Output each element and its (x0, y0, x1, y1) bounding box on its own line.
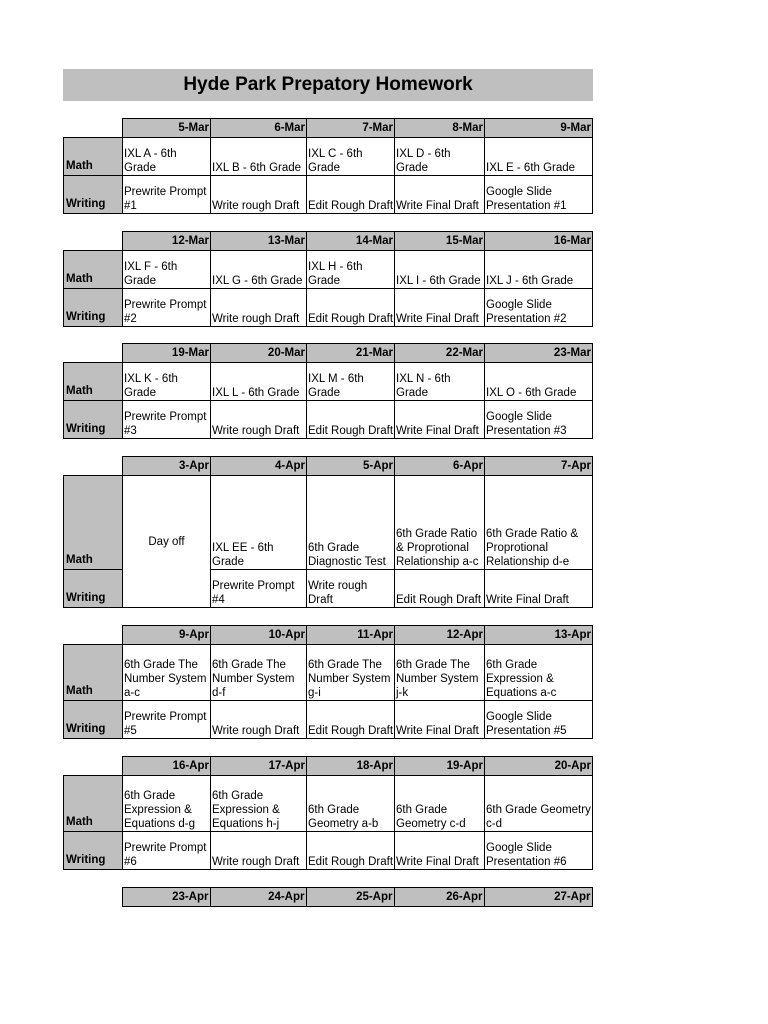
math-cell: 6th Grade Geometry c-d (485, 776, 593, 832)
date-header: 27-Apr (484, 888, 592, 907)
math-cell: 6th Grade Geometry a-b (307, 776, 395, 832)
math-cell: 6th Grade Expression & Equations a-c (485, 645, 593, 701)
writing-cell: Edit Rough Draft (395, 570, 485, 608)
writing-cell: Google Slide Presentation #5 (485, 701, 593, 739)
math-cell: IXL L - 6th Grade (211, 363, 307, 401)
row-label-math: Math (64, 476, 123, 570)
math-cell: 6th Grade Ratio & Proprotional Relationship d-e (485, 476, 593, 570)
math-cell: 6th Grade Expression & Equations d-g (123, 776, 211, 832)
math-cell: 6th Grade Diagnostic Test (307, 476, 395, 570)
date-header: 26-Apr (394, 888, 484, 907)
row-label-writing: Writing (64, 570, 123, 608)
week-table-2 (63, 231, 593, 327)
math-cell: IXL E - 6th Grade (485, 138, 593, 176)
math-cell: IXL B - 6th Grade (211, 138, 307, 176)
writing-cell: Write rough Draft (211, 832, 307, 870)
writing-cell: Write rough Draft (211, 401, 307, 439)
math-cell: IXL C - 6th Grade (307, 138, 395, 176)
writing-cell: Prewrite Prompt #1 (123, 176, 211, 214)
writing-cell: Edit Rough Draft (307, 401, 395, 439)
math-cell: 6th Grade Geometry c-d (395, 776, 485, 832)
math-cell: IXL J - 6th Grade (485, 251, 593, 289)
row-label-math: Math (64, 251, 123, 289)
writing-cell: Google Slide Presentation #1 (485, 176, 593, 214)
blank-corner (64, 232, 123, 251)
writing-cell: Write Final Draft (395, 401, 485, 439)
blank-corner (64, 757, 123, 776)
writing-cell: Prewrite Prompt #5 (123, 701, 211, 739)
row-label-math: Math (64, 776, 123, 832)
date-header: 4-Apr (211, 457, 307, 476)
date-header: 19-Apr (395, 757, 485, 776)
row-label-math: Math (64, 645, 123, 701)
row-label-writing: Writing (64, 289, 123, 327)
date-header: 16-Apr (123, 757, 211, 776)
writing-cell: Edit Rough Draft (307, 176, 395, 214)
date-header: 21-Mar (307, 344, 395, 363)
row-label-math: Math (64, 138, 123, 176)
blank-corner (64, 626, 123, 645)
date-header: 12-Mar (123, 232, 211, 251)
week-table-7 (63, 887, 593, 907)
writing-cell: Write Final Draft (395, 289, 485, 327)
date-header: 13-Apr (485, 626, 593, 645)
math-cell: IXL K - 6th Grade (123, 363, 211, 401)
row-label-writing: Writing (64, 176, 123, 214)
date-header: 12-Apr (395, 626, 485, 645)
writing-cell: Edit Rough Draft (307, 289, 395, 327)
day-off-cell: Day off (123, 476, 211, 608)
writing-cell: Edit Rough Draft (307, 832, 395, 870)
date-header: 20-Apr (485, 757, 593, 776)
math-cell: IXL D - 6th Grade (395, 138, 485, 176)
writing-cell: Write Final Draft (395, 176, 485, 214)
page-title: Hyde Park Prepatory Homework (63, 69, 593, 101)
math-cell: IXL N - 6th Grade (395, 363, 485, 401)
row-label-writing: Writing (64, 701, 123, 739)
math-cell: IXL O - 6th Grade (485, 363, 593, 401)
writing-cell: Edit Rough Draft (307, 701, 395, 739)
math-cell: 6th Grade The Number System a-c (123, 645, 211, 701)
date-header: 9-Apr (123, 626, 211, 645)
date-header: 6-Mar (211, 119, 307, 138)
date-header: 5-Mar (123, 119, 211, 138)
date-header: 14-Mar (307, 232, 395, 251)
math-cell: 6th Grade The Number System g-i (307, 645, 395, 701)
date-header: 8-Mar (395, 119, 485, 138)
date-header: 7-Apr (485, 457, 593, 476)
date-header: 6-Apr (395, 457, 485, 476)
math-cell: IXL M - 6th Grade (307, 363, 395, 401)
date-header: 10-Apr (211, 626, 307, 645)
date-header: 16-Mar (485, 232, 593, 251)
date-header: 5-Apr (307, 457, 395, 476)
math-cell: 6th Grade Ratio & Proprotional Relationship a-c (395, 476, 485, 570)
writing-cell: Google Slide Presentation #2 (485, 289, 593, 327)
writing-cell: Prewrite Prompt #2 (123, 289, 211, 327)
math-cell: IXL A - 6th Grade (123, 138, 211, 176)
date-header: 15-Mar (395, 232, 485, 251)
date-header: 13-Mar (211, 232, 307, 251)
writing-cell: Prewrite Prompt #6 (123, 832, 211, 870)
writing-cell: Google Slide Presentation #3 (485, 401, 593, 439)
writing-cell: Prewrite Prompt #4 (211, 570, 307, 608)
date-header: 11-Apr (307, 626, 395, 645)
writing-cell: Prewrite Prompt #3 (123, 401, 211, 439)
date-header: 17-Apr (211, 757, 307, 776)
math-cell: 6th Grade The Number System d-f (211, 645, 307, 701)
math-cell: IXL F - 6th Grade (123, 251, 211, 289)
date-header: 24-Apr (210, 888, 306, 907)
writing-cell: Write rough Draft (211, 176, 307, 214)
math-cell: IXL EE - 6th Grade (211, 476, 307, 570)
writing-cell: Write Final Draft (395, 701, 485, 739)
date-header: 23-Apr (122, 888, 210, 907)
writing-cell: Write rough Draft (211, 289, 307, 327)
date-header: 9-Mar (485, 119, 593, 138)
date-header: 20-Mar (211, 344, 307, 363)
writing-cell: Write rough Draft (307, 570, 395, 608)
row-label-writing: Writing (64, 401, 123, 439)
writing-cell: Write Final Draft (485, 570, 593, 608)
blank-corner (64, 119, 123, 138)
week-table-3 (63, 343, 593, 439)
math-cell: 6th Grade Expression & Equations h-j (211, 776, 307, 832)
date-header: 23-Mar (485, 344, 593, 363)
date-header: 3-Apr (123, 457, 211, 476)
blank-corner (64, 344, 123, 363)
week-table-6 (63, 756, 593, 870)
math-cell: IXL I - 6th Grade (395, 251, 485, 289)
week-table-1 (63, 118, 593, 214)
row-label-math: Math (64, 363, 123, 401)
math-cell: IXL H - 6th Grade (307, 251, 395, 289)
writing-cell: Write Final Draft (395, 832, 485, 870)
blank-corner (63, 888, 122, 907)
row-label-writing: Writing (64, 832, 123, 870)
writing-cell: Write rough Draft (211, 701, 307, 739)
date-header: 25-Apr (306, 888, 394, 907)
writing-cell: Google Slide Presentation #6 (485, 832, 593, 870)
date-header: 18-Apr (307, 757, 395, 776)
date-header: 22-Mar (395, 344, 485, 363)
date-header: 7-Mar (307, 119, 395, 138)
week-table-4 (63, 456, 593, 608)
math-cell: 6th Grade The Number System j-k (395, 645, 485, 701)
date-header: 19-Mar (123, 344, 211, 363)
math-cell: IXL G - 6th Grade (211, 251, 307, 289)
week-table-5 (63, 625, 593, 739)
blank-corner (64, 457, 123, 476)
